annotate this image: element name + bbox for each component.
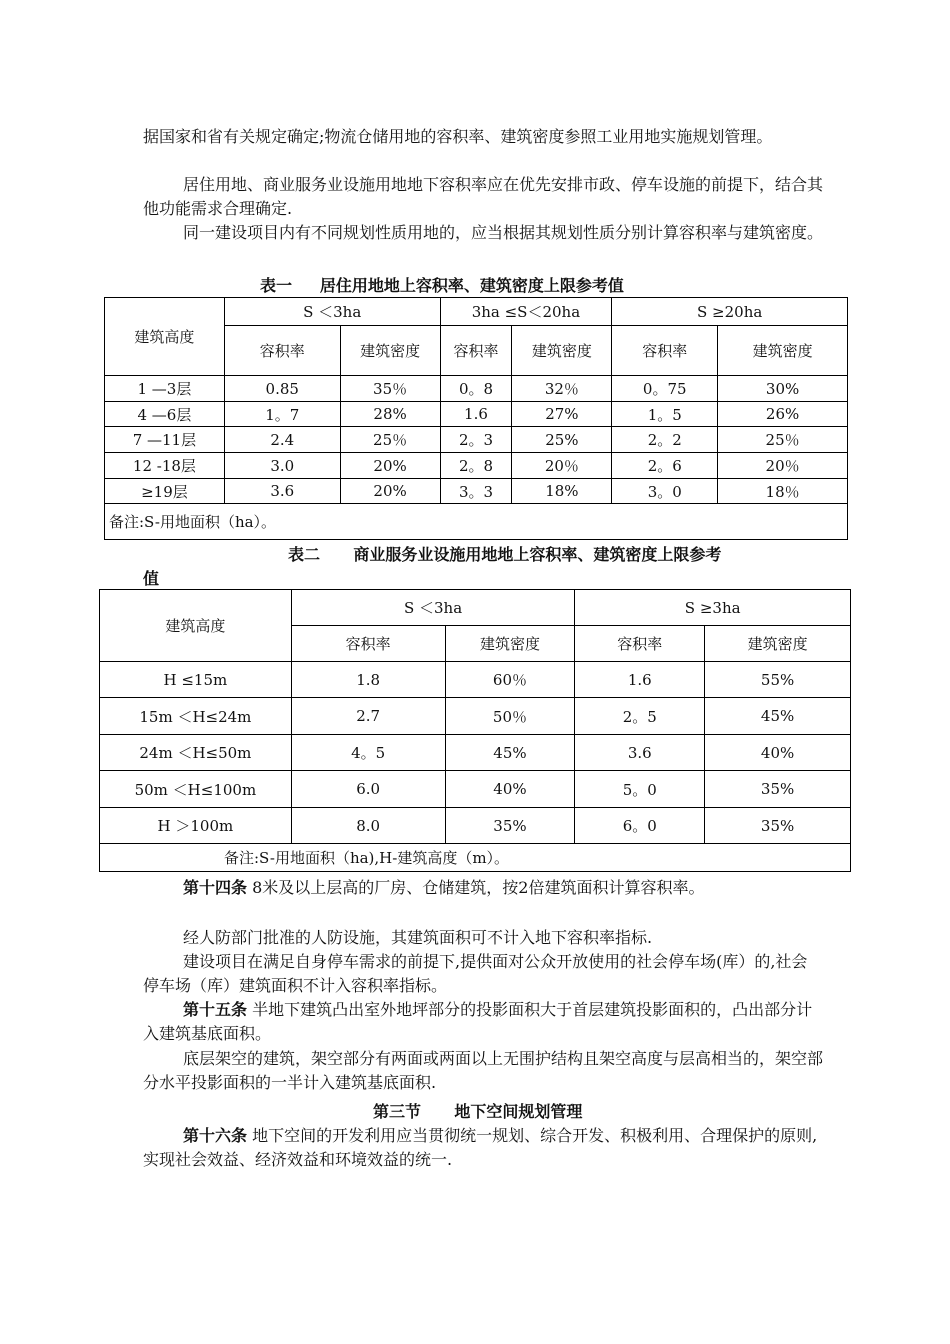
cell: 0.85: [224, 376, 340, 402]
t1-sub: 容积率: [612, 326, 718, 376]
cell: 2。5: [575, 698, 705, 735]
cell: 40%: [705, 735, 851, 771]
t2-sub: 容积率: [291, 626, 445, 662]
t1-sub: 容积率: [440, 326, 512, 376]
table2-caption-cont: 值: [143, 569, 160, 588]
cell: 4。5: [291, 735, 445, 771]
article-16-label: 第十六条: [183, 1126, 248, 1145]
article-15-label: 第十五条: [183, 1000, 248, 1019]
t2-group-1: S ＜3ha: [291, 590, 575, 626]
t2-sub: 建筑密度: [445, 626, 575, 662]
t1-group-3: S ≥20ha: [612, 298, 848, 326]
table1-caption: 表一 居住用地地上容积率、建筑密度上限参考值: [260, 276, 624, 295]
cell: 35%: [445, 808, 575, 844]
cell: 24m ＜H≤50m: [100, 735, 292, 771]
t1-sub: 容积率: [224, 326, 340, 376]
table1: [104, 297, 848, 540]
cell: 18％: [718, 479, 848, 504]
table-row: [105, 376, 848, 402]
t1-height-header: 建筑高度: [105, 298, 225, 376]
cell: 3.6: [224, 479, 340, 504]
cell: 8.0: [291, 808, 445, 844]
cell: 5。0: [575, 771, 705, 808]
article-14-text: 8米及以上层高的厂房、仓储建筑，按2倍建筑面积计算容积率。: [247, 878, 705, 897]
cell: 20%: [340, 479, 440, 504]
cell: 6。0: [575, 808, 705, 844]
article-14-label: 第十四条: [183, 878, 248, 897]
cell: 6.0: [291, 771, 445, 808]
cell: 3.0: [224, 453, 340, 479]
cell: 1 —3层: [105, 376, 225, 402]
cell: 0。8: [440, 376, 512, 402]
table-row: [105, 453, 848, 479]
cell: 12 -18层: [105, 453, 225, 479]
table-row: [100, 662, 851, 698]
cell: 20％: [512, 453, 612, 479]
cell: 1。5: [612, 402, 718, 427]
cell: H ＞100m: [100, 808, 292, 844]
cell: 45%: [445, 735, 575, 771]
t1-sub: 建筑密度: [340, 326, 440, 376]
article-15-text: 半地下建筑凸出室外地坪部分的投影面积大于首层建筑投影面积的，凸出部分计入建筑基底面积。: [143, 1000, 813, 1043]
cell: 1.6: [575, 662, 705, 698]
cell: 60％: [445, 662, 575, 698]
table2: [99, 589, 851, 872]
cell: 1.6: [440, 402, 512, 427]
cell: 50％: [445, 698, 575, 735]
cell: 27%: [512, 402, 612, 427]
cell: 35%: [705, 808, 851, 844]
cell: 1.8: [291, 662, 445, 698]
t1-group-2: 3ha ≤S＜20ha: [440, 298, 612, 326]
cell: 0。75: [612, 376, 718, 402]
cell: 3.6: [575, 735, 705, 771]
cell: 20％: [718, 453, 848, 479]
cell: 2。6: [612, 453, 718, 479]
cell: 25％: [718, 427, 848, 453]
cell: 3。0: [612, 479, 718, 504]
table-row: [105, 479, 848, 504]
cell: 18%: [512, 479, 612, 504]
table-row: [100, 698, 851, 735]
cell: 30%: [718, 376, 848, 402]
cell: 35％: [340, 376, 440, 402]
section-heading: 第三节 地下空间规划管理: [373, 1102, 583, 1121]
t2-sub: 建筑密度: [705, 626, 851, 662]
cell: 35%: [705, 771, 851, 808]
paragraph-3: 同一建设项目内有不同规划性质用地的，应当根据其规划性质分别计算容积率与建筑密度。: [183, 223, 824, 242]
cell: 2.4: [224, 427, 340, 453]
cell: 2。8: [440, 453, 512, 479]
cell: 50m ＜H≤100m: [100, 771, 292, 808]
cell: 40%: [445, 771, 575, 808]
table-row: [100, 735, 851, 771]
cell: 4 —6层: [105, 402, 225, 427]
table-row: [105, 427, 848, 453]
t2-height-header: 建筑高度: [100, 590, 292, 662]
t1-sub: 建筑密度: [718, 326, 848, 376]
cell: 26%: [718, 402, 848, 427]
paragraph-1: 据国家和省有关规定确定;物流仓储用地的容积率、建筑密度参照工业用地实施规划管理。: [143, 127, 773, 146]
t1-note: 备注:S-用地面积（ha）。: [105, 504, 848, 540]
cell: 45%: [705, 698, 851, 735]
cell: 25％: [340, 427, 440, 453]
t2-group-2: S ≥3ha: [575, 590, 851, 626]
t2-note: 备注:S-用地面积（ha),H-建筑高度（m）。: [100, 844, 851, 872]
table-row: [100, 771, 851, 808]
cell: ≥19层: [105, 479, 225, 504]
paragraph-2: 居住用地、商业服务业设施用地地下容积率应在优先安排市政、停车设施的前提下，结合其他功能需求合理确定.: [143, 175, 824, 218]
cell: 2。2: [612, 427, 718, 453]
cell: 1。7: [224, 402, 340, 427]
table2-caption: 表二 商业服务业设施用地地上容积率、建筑密度上限参考: [288, 545, 722, 564]
cell: 32％: [512, 376, 612, 402]
cell: 7 —11层: [105, 427, 225, 453]
cell: 2。3: [440, 427, 512, 453]
article-16-text: 地下空间的开发利用应当贯彻统一规划、综合开发、积极利用、合理保护的原则,实现社会效益、经济效益和环境效益的统一.: [143, 1126, 818, 1169]
article-16: [143, 1124, 823, 1172]
article-14: [183, 876, 843, 900]
cell: 28%: [340, 402, 440, 427]
cell: 3。3: [440, 479, 512, 504]
cell: 15m ＜H≤24m: [100, 698, 292, 735]
paragraph-stilts: 底层架空的建筑，架空部分有两面或两面以上无围护结构且架空高度与层高相当的，架空部分水平投影面积的一半计入建筑基底面积.: [143, 1049, 824, 1092]
cell: 25%: [512, 427, 612, 453]
t1-group-1: S ＜3ha: [224, 298, 440, 326]
cell: 2.7: [291, 698, 445, 735]
cell: H ≤15m: [100, 662, 292, 698]
article-15: [143, 998, 823, 1046]
paragraph-civil-defense: 经人防部门批准的人防设施，其建筑面积可不计入地下容积率指标.: [183, 928, 653, 947]
cell: 20%: [340, 453, 440, 479]
table-row: [105, 402, 848, 427]
table-row: [100, 808, 851, 844]
paragraph-public-parking: 建设项目在满足自身停车需求的前提下,提供面对公众开放使用的社会停车场(库）的,社会停车场（库）建筑面积不计入容积率指标。: [143, 952, 808, 995]
cell: 55%: [705, 662, 851, 698]
t2-sub: 容积率: [575, 626, 705, 662]
t1-sub: 建筑密度: [512, 326, 612, 376]
